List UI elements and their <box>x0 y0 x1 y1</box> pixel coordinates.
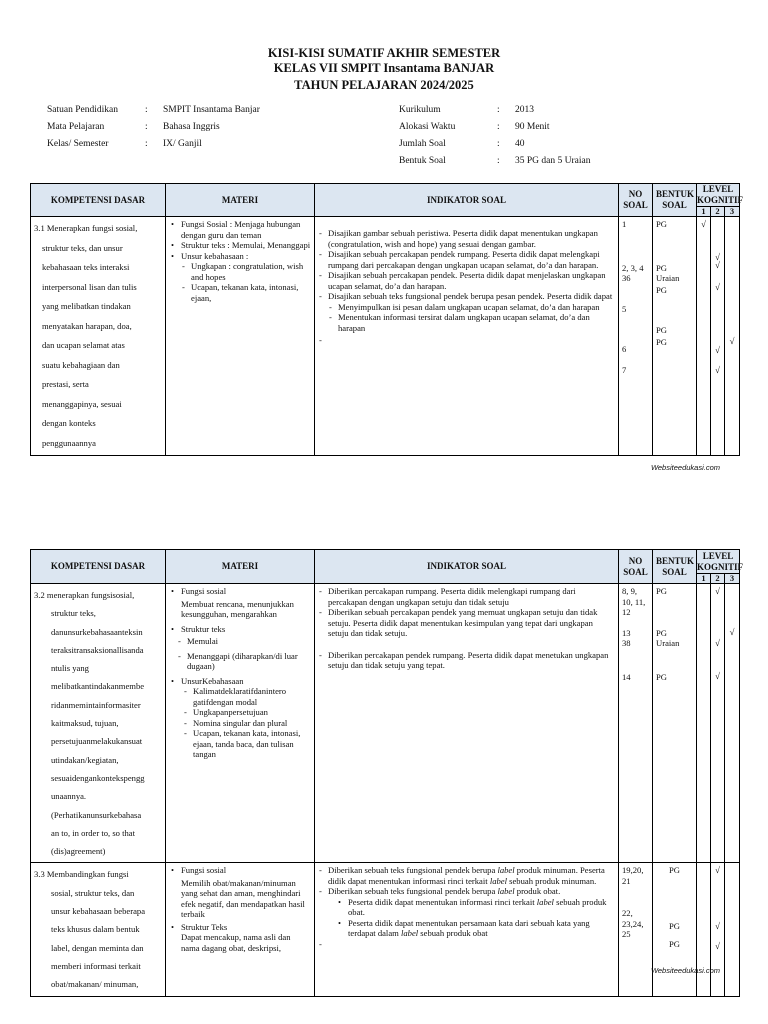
kd-line: teraksitransaksionallisanda <box>51 644 144 655</box>
indikator-italic: label <box>497 886 515 897</box>
bentuk-soal: PG <box>656 219 667 229</box>
kd-line: prestasi, serta <box>42 379 89 389</box>
materi-text: Dapat mencakup, nama asli dan nama dagang obat, deskripsi, <box>181 932 291 953</box>
check-mark: √ <box>715 282 720 292</box>
no-soal: 8, 9, 10, 11, 12 <box>622 586 646 617</box>
doc-title-line2: KELAS VII SMPIT Insantama BANJAR <box>273 61 495 75</box>
materi-item-label: Unsur kebahasaan : <box>181 250 249 261</box>
materi-subitem: - Memulai <box>187 636 311 647</box>
table-row <box>31 863 740 996</box>
doc-title-line1: KISI-KISI SUMATIF AKHIR SEMESTER <box>267 46 501 60</box>
no-soal: 19,20, 21 <box>622 865 644 886</box>
level-1-cell <box>697 863 711 996</box>
info-label: Bentuk Soal <box>399 156 446 166</box>
indikator-text: Diberikan sebuah teks fungsional pendek berupa <box>328 886 498 897</box>
info-value: Bahasa Inggris <box>163 122 220 132</box>
indikator-subitem <box>348 918 615 939</box>
kd-line: ridanmemintainformasiter <box>51 699 141 710</box>
info-label: Alokasi Waktu <box>399 122 456 132</box>
kd-line: an to, in order to, so that <box>51 827 136 838</box>
header-level-2: 2 <box>711 207 725 217</box>
header-level-2: 2 <box>711 574 725 584</box>
info-colon: : <box>145 122 148 132</box>
kd-line: kebahasaan teks interaksi <box>42 262 130 272</box>
bentuk-soal: PG <box>669 939 680 950</box>
indikator-item: - Diberikan percakapan rumpang. Peserta didik melengkapi rumpang dari percakapan dengan ungkapan setuju dan tidak setuju <box>328 586 615 607</box>
materi-item: • Struktur Teks <box>181 922 311 933</box>
bentuk-soal: Uraian <box>656 273 680 283</box>
check-mark: √ <box>715 921 720 932</box>
indikator-item: - Disajikan gambar sebuah peristiwa. Peserta didik dapat menentukan ungkapan (congratulation, wish and hope) yang sesuai dengan gambar. <box>328 228 615 249</box>
materi-item: • UnsurKebahasaan <box>181 676 311 687</box>
level-3-cell <box>725 584 740 863</box>
materi-subitem: - Ungkapan : congratulation, wish and hopes <box>191 261 311 282</box>
no-soal: 13 <box>622 627 631 638</box>
check-mark: √ <box>715 345 720 355</box>
indikator-italic: label <box>536 896 554 907</box>
indikator-item: - Diberikan sebuah percakapan pendek yang memuat ungkapan setuju dan tidak setuju. Peserta didik dapat menentukan kesimpulan yang tepat dari ungkapan setuju dan tidak setuju. <box>328 607 615 639</box>
check-mark: √ <box>715 252 720 262</box>
kd-line: teks khusus dalam bentuk <box>51 924 140 935</box>
materi-item: • Struktur teks <box>181 624 311 635</box>
materi-item: • Struktur teks : Memulai, Menanggapi <box>181 240 311 251</box>
header-level-3: 3 <box>725 207 740 217</box>
indikator-item <box>328 886 615 939</box>
no-soal: 22, 23,24, 25 <box>622 908 644 940</box>
info-label: Satuan Pendidikan <box>47 105 118 115</box>
level-2-cell <box>711 863 725 996</box>
materi-cell <box>166 863 315 996</box>
table-row <box>31 584 740 863</box>
bentuk-soal: PG <box>656 325 667 335</box>
kd-line: interpersonal lisan dan tulis <box>42 281 137 292</box>
header-level-kognitif: LEVEL KOGNITIF <box>697 550 744 572</box>
header-bentuk-soal: BENTUK SOAL <box>653 184 697 217</box>
materi-subitem: - Ucapan, tekanan kata, intonasi, ejaan, tanda baca, dan tulisan tangan <box>193 728 311 760</box>
materi-item: • Fungsi Sosial : Menjaga hubungan dengan guru dan teman <box>181 219 311 240</box>
indikator-italic: label <box>400 928 419 939</box>
kd-line: obat/makanan/ minuman, <box>51 979 139 990</box>
info-label: Kelas/ Semester <box>47 139 109 149</box>
info-colon: : <box>497 139 500 149</box>
kd-cell <box>31 863 166 996</box>
indikator-text: Peserta didik dapat menentukan persamaan kata dari sebuah kata yang terdapat dalam <box>348 917 590 939</box>
materi-subitem: - Menanggapi (diharapkan/di luar dugaan) <box>187 651 311 672</box>
no-soal: 7 <box>622 364 627 375</box>
materi-subitem: - Kalimatdeklaratifdanintero gatifdengan modal <box>193 686 311 707</box>
indikator-cell <box>315 217 619 456</box>
indikator-subitem: - Menyimpulkan isi pesan dalam ungkapan ucapan selamat, do’a dan harapan <box>338 302 615 313</box>
footer-watermark: Websiteedukasi.com <box>650 463 720 472</box>
kd-line: ntulis yang <box>51 663 89 674</box>
materi-subitem: - Ucapan, tekanan kata, intonasi, ejaan, <box>191 282 311 303</box>
indikator-italic: label <box>497 865 515 876</box>
indikator-cell <box>315 584 619 863</box>
bentuk-soal: Uraian <box>656 638 680 648</box>
indikator-text: Diberikan sebuah teks fungsional pendek berupa <box>328 865 498 876</box>
bentuk-soal: PG <box>669 865 680 876</box>
doc-title-line3: TAHUN PELAJARAN 2024/2025 <box>294 78 474 92</box>
no-soal: 1 <box>622 219 627 229</box>
indikator-text: produk minuman. Peserta didik dapat menentukan informasi rinci terkait <box>328 865 605 886</box>
kd-line: yang melibatkan tindakan <box>42 301 131 311</box>
indikator-text: sebuah produk minuman. <box>507 875 597 886</box>
kd-line: suatu kebahagiaan dan <box>42 359 120 370</box>
kisi-table-1 <box>30 183 744 456</box>
level-1-cell <box>697 217 711 456</box>
info-colon: : <box>497 156 500 166</box>
indikator-italic: label <box>489 875 507 886</box>
indikator-item <box>328 939 615 950</box>
check-mark: √ <box>715 865 720 876</box>
indikator-item: - Disajikan sebuah percakapan pendek rumpang. Peserta didik dapat melengkapi rumpang dari percakapan dengan ungkapan ucapan selamat, do’a dan harapan. <box>328 249 615 270</box>
kd-line: struktur teks, <box>51 608 96 619</box>
indikator-item <box>328 291 615 333</box>
kd-line: (dis)agreement) <box>51 846 106 857</box>
header-indikator: INDIKATOR SOAL <box>315 184 619 217</box>
kd-line: (Perhatikanunsurkebahasa <box>51 809 142 820</box>
header-level-1: 1 <box>697 574 711 584</box>
materi-item <box>181 251 311 304</box>
header-kd: KOMPETENSI DASAR <box>31 550 166 584</box>
indikator-subitem: - Menentukan informasi tersirat dalam ungkapan ucapan selamat, do’a dan harapan <box>338 312 615 333</box>
info-label: Mata Pelajaran <box>47 122 105 132</box>
check-mark: √ <box>729 336 735 346</box>
header-no-soal: NO SOAL <box>619 550 653 584</box>
header-indikator: INDIKATOR SOAL <box>315 550 619 584</box>
no-soal-cell <box>619 584 653 863</box>
check-mark: √ <box>715 638 720 648</box>
level-3-cell <box>725 217 740 456</box>
header-bentuk-soal: BENTUK SOAL <box>653 550 697 584</box>
no-soal-cell <box>619 217 653 456</box>
footer-watermark: Websiteedukasi.com <box>650 966 720 975</box>
kd-line: 3.1 Menerapkan fungsi sosial, <box>34 223 138 233</box>
indikator-item <box>328 865 615 886</box>
bentuk-soal: PG <box>656 627 667 638</box>
header-materi: MATERI <box>166 184 315 217</box>
materi-subitem: - Nomina singular dan plural <box>193 718 311 729</box>
check-mark: √ <box>715 941 720 952</box>
info-value: 40 <box>515 139 525 149</box>
info-label: Jumlah Soal <box>399 139 446 149</box>
kd-line: kaitmaksud, tujuan, <box>51 718 119 729</box>
kd-line: struktur teks, dan unsur <box>42 242 123 253</box>
kd-line: persetujuanmelakukansuat <box>51 736 143 747</box>
header-no-soal: NO SOAL <box>619 184 653 217</box>
materi-item: • Fungsi sosial <box>181 586 311 597</box>
table-row <box>31 217 740 456</box>
bentuk-soal-cell <box>653 217 697 456</box>
info-value: IX/ Ganjil <box>163 139 202 149</box>
header-level-1: 1 <box>697 207 711 217</box>
indikator-item: - Diberikan percakapan pendek rumpang. Peserta didik dapat menetukan ungkapan setuju dan tidak setuju yang tepat. <box>328 650 615 671</box>
check-mark: √ <box>715 260 720 270</box>
indikator-text: produk obat. <box>514 886 561 897</box>
indikator-item: - Disajikan sebuah percakapan pendek. Peserta didik dapat menjelaskan ungkapan ucapan selamat, do’a dan harapan. <box>328 270 615 291</box>
no-soal: 2, 3, 4 <box>622 262 644 273</box>
check-mark: √ <box>729 627 735 637</box>
bentuk-soal: PG <box>656 586 667 596</box>
kd-line: dengan konteks <box>42 418 96 428</box>
level-3-cell <box>725 863 740 996</box>
bentuk-soal: PG <box>656 336 667 347</box>
kd-line: unsur kebahasaan beberapa <box>51 906 146 917</box>
info-label: Kurikulum <box>399 105 441 115</box>
kd-line: penggunaannya <box>42 437 96 448</box>
info-value: 35 PG dan 5 Uraian <box>515 156 591 166</box>
materi-cell <box>166 217 315 456</box>
info-left <box>47 104 260 155</box>
materi-subitem: - Ungkapanpersetujuan <box>193 707 311 718</box>
kisi-table-2 <box>30 549 744 997</box>
info-colon: : <box>145 105 148 115</box>
bentuk-soal-cell <box>653 584 697 863</box>
check-mark: √ <box>715 365 720 375</box>
kd-line: label, dengan meminta dan <box>51 942 144 953</box>
kd-line: sosial, struktur teks, dan <box>51 887 135 898</box>
header-kd: KOMPETENSI DASAR <box>31 184 166 217</box>
check-mark: √ <box>715 671 720 681</box>
bentuk-soal: PG <box>656 284 667 295</box>
kd-line: dan ucapan selamat atas <box>42 340 125 350</box>
info-value: 2013 <box>515 105 534 115</box>
no-soal: 14 <box>622 671 631 682</box>
info-colon: : <box>497 122 500 132</box>
indikator-text: sebuah produk obat <box>418 928 488 939</box>
indikator-subitem <box>348 897 615 918</box>
indikator-cell <box>315 863 619 996</box>
kd-line: memberi informasi terkait <box>51 960 141 971</box>
kd-line: utindakan/kegiatan, <box>51 754 119 765</box>
kd-line: 3.2 menerapkan fungsisosial, <box>34 590 135 600</box>
indikator-item-text: Disajikan sebuah teks fungsional pendek berupa pesan pendek. Peserta didik dapat <box>328 291 613 301</box>
info-value: 90 Menit <box>515 122 550 132</box>
materi-cell <box>166 584 315 863</box>
kd-line: unaannya. <box>51 791 87 802</box>
materi-item: • Fungsi sosial <box>181 865 311 876</box>
kd-cell <box>31 217 166 456</box>
info-value: SMPIT Insantama Banjar <box>163 105 260 115</box>
materi-text: Memilih obat/makanan/minuman yang sehat dan aman, menghindari efek negatif, dan mendapatkan hasil terbaik <box>181 877 305 920</box>
indikator-text: sebuah produk obat. <box>348 896 607 918</box>
materi-text: Membuat rencana, menunjukkan kesungguhan, mengarahkan <box>181 598 294 619</box>
kd-line: melibatkantindakanmembe <box>51 681 145 692</box>
kd-line: danunsurkebahasaanteksin <box>51 626 143 637</box>
level-2-cell <box>711 584 725 863</box>
kd-line: sesuaidengankontekspengg <box>51 772 145 783</box>
bentuk-soal: PG <box>656 671 667 682</box>
info-colon: : <box>145 139 148 149</box>
no-soal-cell <box>619 863 653 996</box>
header-level-3: 3 <box>725 574 740 584</box>
level-2-cell <box>711 217 725 456</box>
no-soal: 36 <box>622 273 631 283</box>
header-materi: MATERI <box>166 550 315 584</box>
header-level-kognitif: LEVEL KOGNITIF <box>697 184 744 205</box>
bentuk-soal: PG <box>656 262 667 273</box>
no-soal: 6 <box>622 344 627 354</box>
kd-cell <box>31 584 166 863</box>
kd-line: menyatakan harapan, doa, <box>42 320 132 331</box>
no-soal: 5 <box>622 303 627 314</box>
check-mark: √ <box>701 219 706 229</box>
check-mark: √ <box>715 586 720 596</box>
kd-line: menanggapinya, sesuai <box>42 398 122 409</box>
no-soal: 38 <box>622 638 631 648</box>
info-right <box>399 104 590 172</box>
kd-line: 3.3 Membandingkan fungsi <box>34 869 129 880</box>
bentuk-soal-cell <box>653 863 697 996</box>
info-colon: : <box>497 105 500 115</box>
bentuk-soal: PG <box>669 920 680 931</box>
level-1-cell <box>697 584 711 863</box>
indikator-text: Peserta didik dapat menentukan informasi rinci terkait <box>348 896 537 907</box>
